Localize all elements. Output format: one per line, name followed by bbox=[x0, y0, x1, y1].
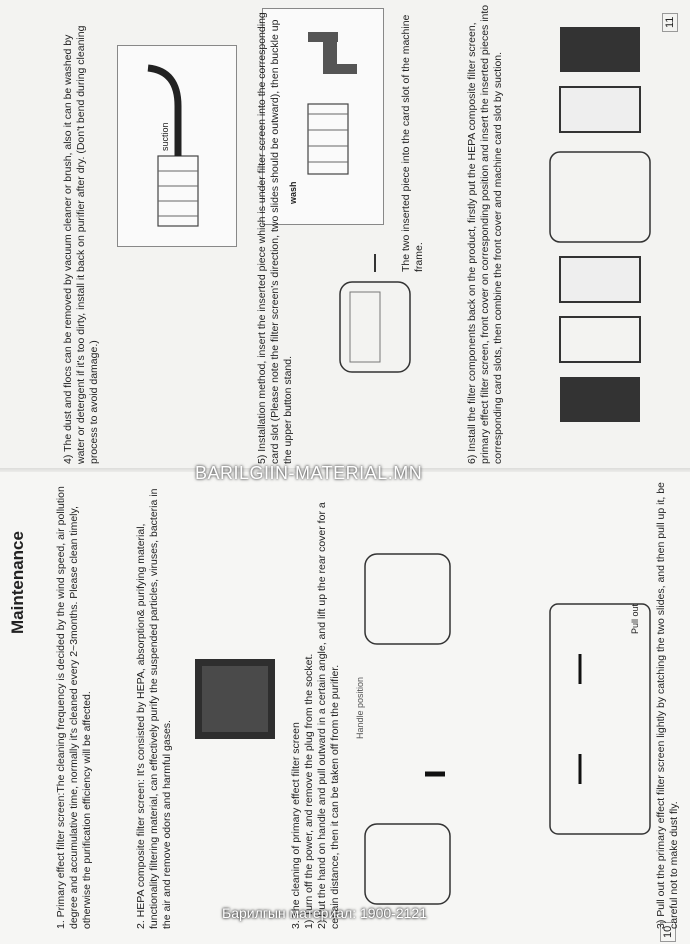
step-5-text: 5) Installation method, insert the inserted piece which is under filter screen into the corresponding card slot (Please note the filter screen's direction, two slides should be outward), then buckle up the upper button stand. bbox=[256, 12, 294, 464]
item-1-text: 1. Primary effect filter screen:The cleaning frequency is decided by the wind speed, air pollution degree and accumulative time, normally it's cleaned every 2~3months. Please clean timely, otherwise the purification efficiency will be affected. bbox=[55, 486, 93, 929]
pull-out-slides-icon bbox=[540, 584, 660, 844]
hepa-filter-icon bbox=[190, 654, 280, 744]
filter-assembly-icon bbox=[545, 12, 655, 432]
footer-contact: Барилгын материал: 1900-2121 bbox=[222, 905, 427, 921]
vacuum-filter-icon bbox=[118, 46, 236, 246]
inserted-piece-note: The two inserted piece into the card slot of the machine frame. bbox=[400, 14, 425, 272]
page-10-content bbox=[0, 472, 690, 944]
page-10 bbox=[0, 472, 690, 944]
handle-position-label: Handle position bbox=[355, 676, 365, 739]
suction-label: suction bbox=[160, 122, 170, 151]
page-number-10: 10 bbox=[660, 922, 676, 942]
item-2-text: 2. HEPA composite filter screen: It's consisted by HEPA, absorption& purifying material, functionality filtering material, can effectively purify the suspended particles, viruses, bacteria in the air and remove odors and harmful gases. bbox=[135, 488, 173, 929]
item-3-step-3-text: 3) Pull out the primary effect filter screen lightly by catching the two slides, and then pull up it, be careful not to make dust fly. bbox=[655, 482, 680, 929]
page-number-11: 11 bbox=[662, 13, 678, 32]
purifier-insert-icon bbox=[330, 252, 440, 392]
step-6-text: 6) Install the filter components back on the product, firstly put the HEPA composite filter screen, primary effect filter screen, front cover on corresponding position and insert the inserted pieces into corresponding card slots, then combine the front cover and machine card slot by suction. bbox=[466, 4, 504, 464]
pull-out-label: Pull out bbox=[630, 603, 640, 634]
step-4-text: 4) The dust and flocs can be removed by vacuum cleaner or brush, also it can be washed by water or detergent if it's too dirty, install it back on purifier after dry. (Don't bend during cleaning process to avoid damage.) bbox=[62, 25, 100, 464]
item-3-block: 3. The cleaning of primary effect filter screen 1) Turn off the power, and remove the plug from the socket. 2) Put the hand on handle and pull outward in a certain angle, and lift up the rear cover for a certain distance, then it can be taken off from the purifier. bbox=[290, 502, 341, 929]
maintenance-title: Maintenance bbox=[8, 531, 27, 634]
suction-illustration bbox=[117, 45, 237, 247]
wash-label: wash bbox=[288, 181, 298, 204]
watermark: BARILGIIN-MATERIAL.MN bbox=[195, 463, 423, 483]
